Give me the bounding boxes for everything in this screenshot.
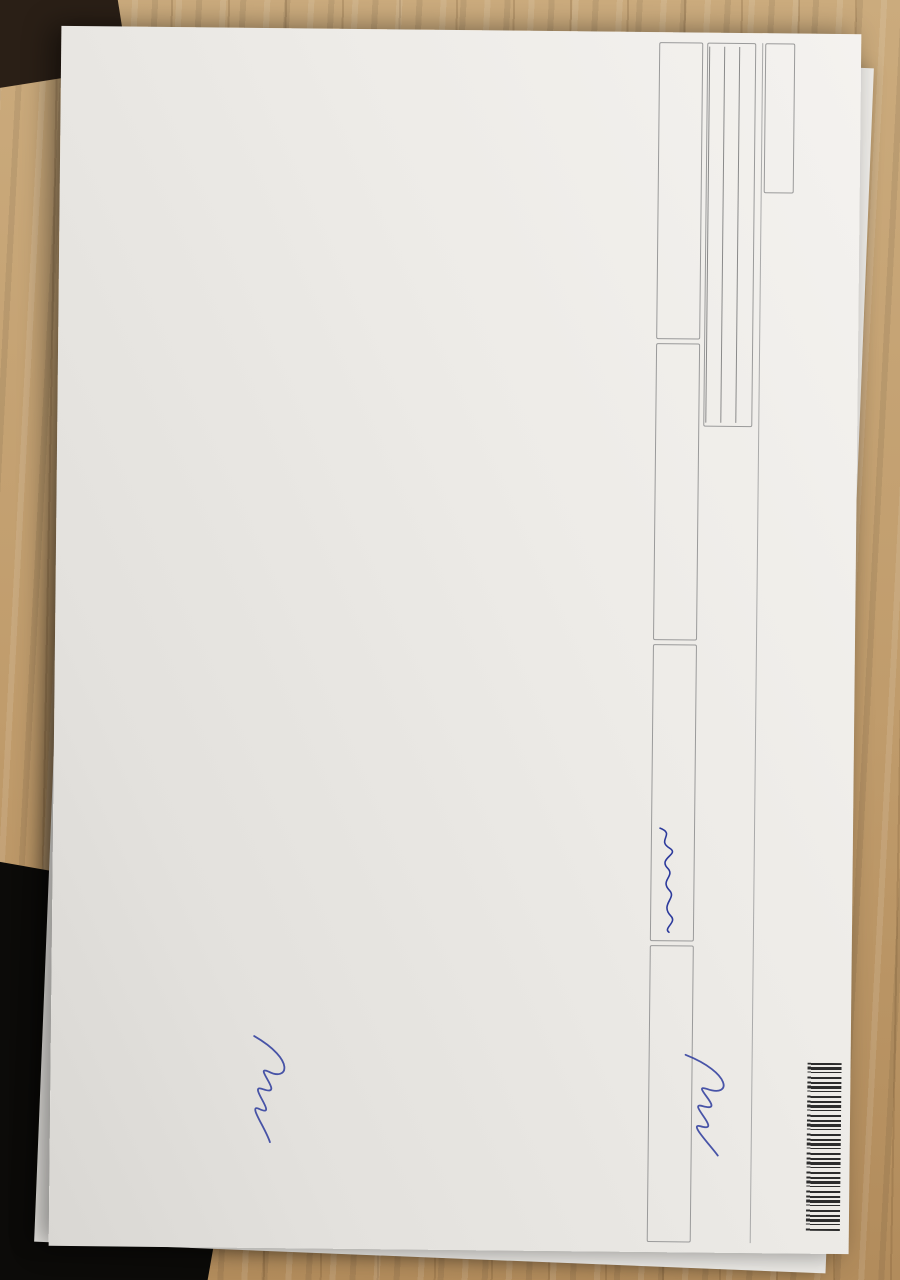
signature-label bbox=[698, 48, 701, 335]
odontolife-logo bbox=[849, 44, 854, 294]
barcode-block bbox=[804, 1049, 843, 1244]
declaration-text bbox=[695, 431, 753, 1243]
stamp-city bbox=[283, 1003, 306, 1242]
signature-box-beneficiary bbox=[650, 644, 697, 941]
gto-form bbox=[49, 26, 862, 1254]
registro-ans-field bbox=[764, 43, 796, 193]
registro-ans-label bbox=[792, 48, 793, 190]
declaration-paragraph-2 bbox=[741, 435, 749, 1239]
beneficiary-signature-icon bbox=[653, 824, 680, 934]
stamp-cnpj bbox=[283, 1003, 306, 1242]
form-title bbox=[770, 193, 779, 1093]
signature-label bbox=[694, 349, 697, 636]
barcode-icon bbox=[806, 1062, 842, 1230]
observacao-field bbox=[704, 43, 757, 427]
signature-box-dentist-requester bbox=[657, 42, 704, 339]
stamp-signature-icon bbox=[234, 1027, 301, 1152]
observation-declaration-band bbox=[695, 43, 757, 1243]
stamp-name bbox=[283, 1003, 306, 1242]
form-header bbox=[785, 44, 854, 1245]
registro-ans-value bbox=[792, 48, 793, 190]
signature-row bbox=[647, 42, 704, 1242]
header-spacer bbox=[843, 294, 851, 1049]
signature-label bbox=[691, 650, 694, 937]
title-spacer bbox=[753, 1093, 785, 1243]
signature-box-dentist bbox=[653, 343, 700, 640]
stamp-service bbox=[283, 1003, 306, 1242]
radiograf-stamp-bottom bbox=[283, 1003, 306, 1242]
logo-tagline bbox=[849, 44, 852, 294]
signature-box-company-stamp bbox=[647, 945, 694, 1242]
signature-label bbox=[688, 950, 691, 1237]
